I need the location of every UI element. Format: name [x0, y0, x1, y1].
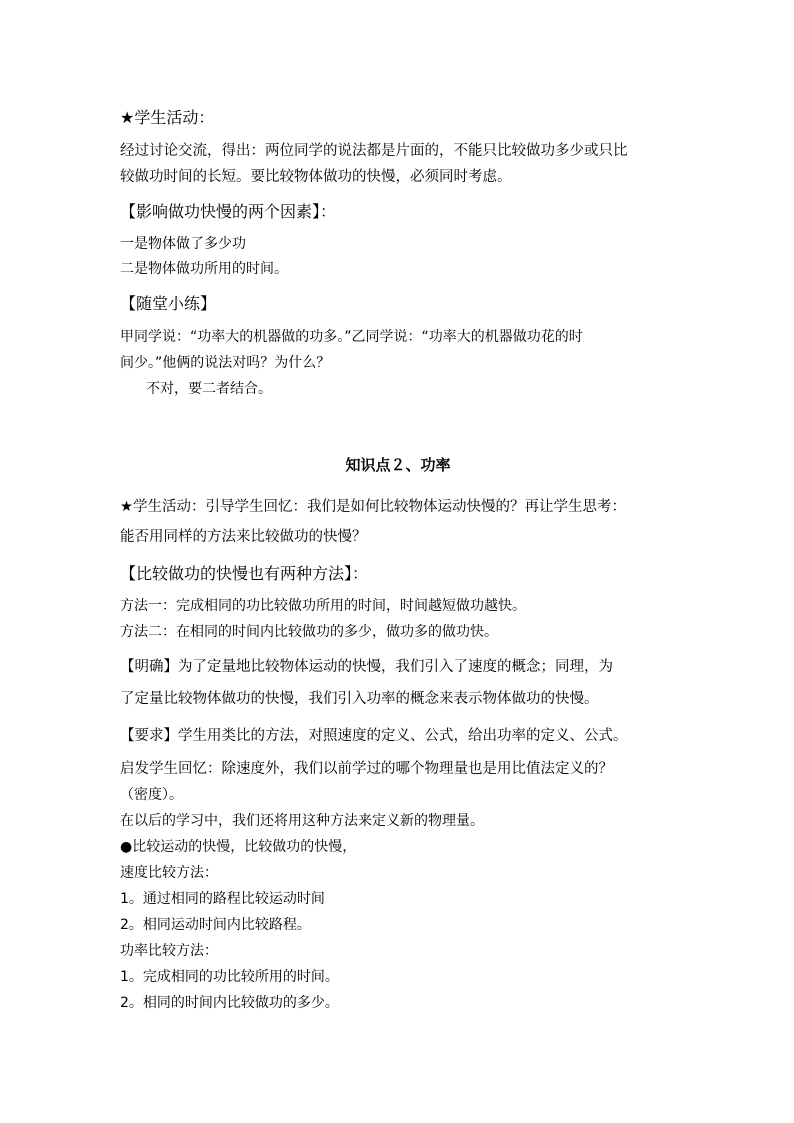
- paragraph-line: 了定量比较物体做功的快慢，我们引入功率的概念来表示物体做功的快慢。: [120, 691, 599, 707]
- list-item: 二是物体做功所用的时间。: [120, 261, 288, 277]
- paragraph-line: 较做功时间的长短。要比较物体做功的快慢，必须同时考虑。: [120, 169, 512, 185]
- student-activity-heading: ★学生活动：: [120, 108, 215, 127]
- paragraph-line: 【明确】为了定量地比较物体运动的快慢，我们引入了速度的概念；同理，为: [120, 659, 613, 675]
- bullet-line: ●比较运动的快慢，比较做功的快慢，: [120, 839, 357, 855]
- list-heading: 功率比较方法：: [120, 943, 218, 959]
- section-heading: 【影响做功快慢的两个因素】：: [120, 202, 337, 221]
- list-item: 一是物体做了多少功: [120, 236, 246, 252]
- list-item: 1。完成相同的功比较所用的时间。: [120, 969, 339, 985]
- list-item: 方法二：在相同的时间内比较做功的多少，做功多的做功快。: [120, 624, 498, 640]
- paragraph-line: （密度）。: [120, 787, 183, 803]
- list-item: 2。相同的时间内比较做功的多少。: [120, 995, 339, 1011]
- paragraph-line: 启发学生回忆：除速度外，我们以前学过的哪个物理量也是用比值法定义的？: [120, 761, 613, 777]
- paragraph-line: 间少。”他俩的说法对吗？为什么？: [120, 355, 331, 371]
- paragraph-line: 甲同学说：“功率大的机器做的功多。”乙同学说：“功率大的机器做功花的时: [120, 329, 583, 345]
- list-item: 2。相同运动时间内比较路程。: [120, 917, 311, 933]
- paragraph-line: 在以后的学习中，我们还将用这种方法来定义新的物理量。: [120, 813, 484, 829]
- section-heading: 【比较做功的快慢也有两种方法】：: [120, 564, 369, 583]
- list-heading: 速度比较方法：: [120, 865, 218, 881]
- knowledge-point-title: 知识点２、功率: [345, 456, 451, 474]
- paragraph-line: 经过讨论交流，得出：两位同学的说法都是片面的，不能只比较做功多少或只比: [120, 143, 628, 159]
- paragraph-line: 能否用同样的方法来比较做功的快慢？: [120, 529, 367, 545]
- paragraph-line: 【要求】学生用类比的方法，对照速度的定义、公式，给出功率的定义、公式。: [120, 728, 628, 744]
- list-item: 1。通过相同的路程比较运动时间: [120, 891, 325, 907]
- list-item: 方法一：完成相同的功比较做功所用的时间，时间越短做功越快。: [120, 598, 526, 614]
- section-heading: 【随堂小练】: [120, 294, 217, 313]
- student-activity-heading: ★学生活动：引导学生回忆：我们是如何比较物体运动快慢的？再让学生思考：: [120, 499, 626, 515]
- answer-line: 不对，要二者结合。: [146, 381, 272, 397]
